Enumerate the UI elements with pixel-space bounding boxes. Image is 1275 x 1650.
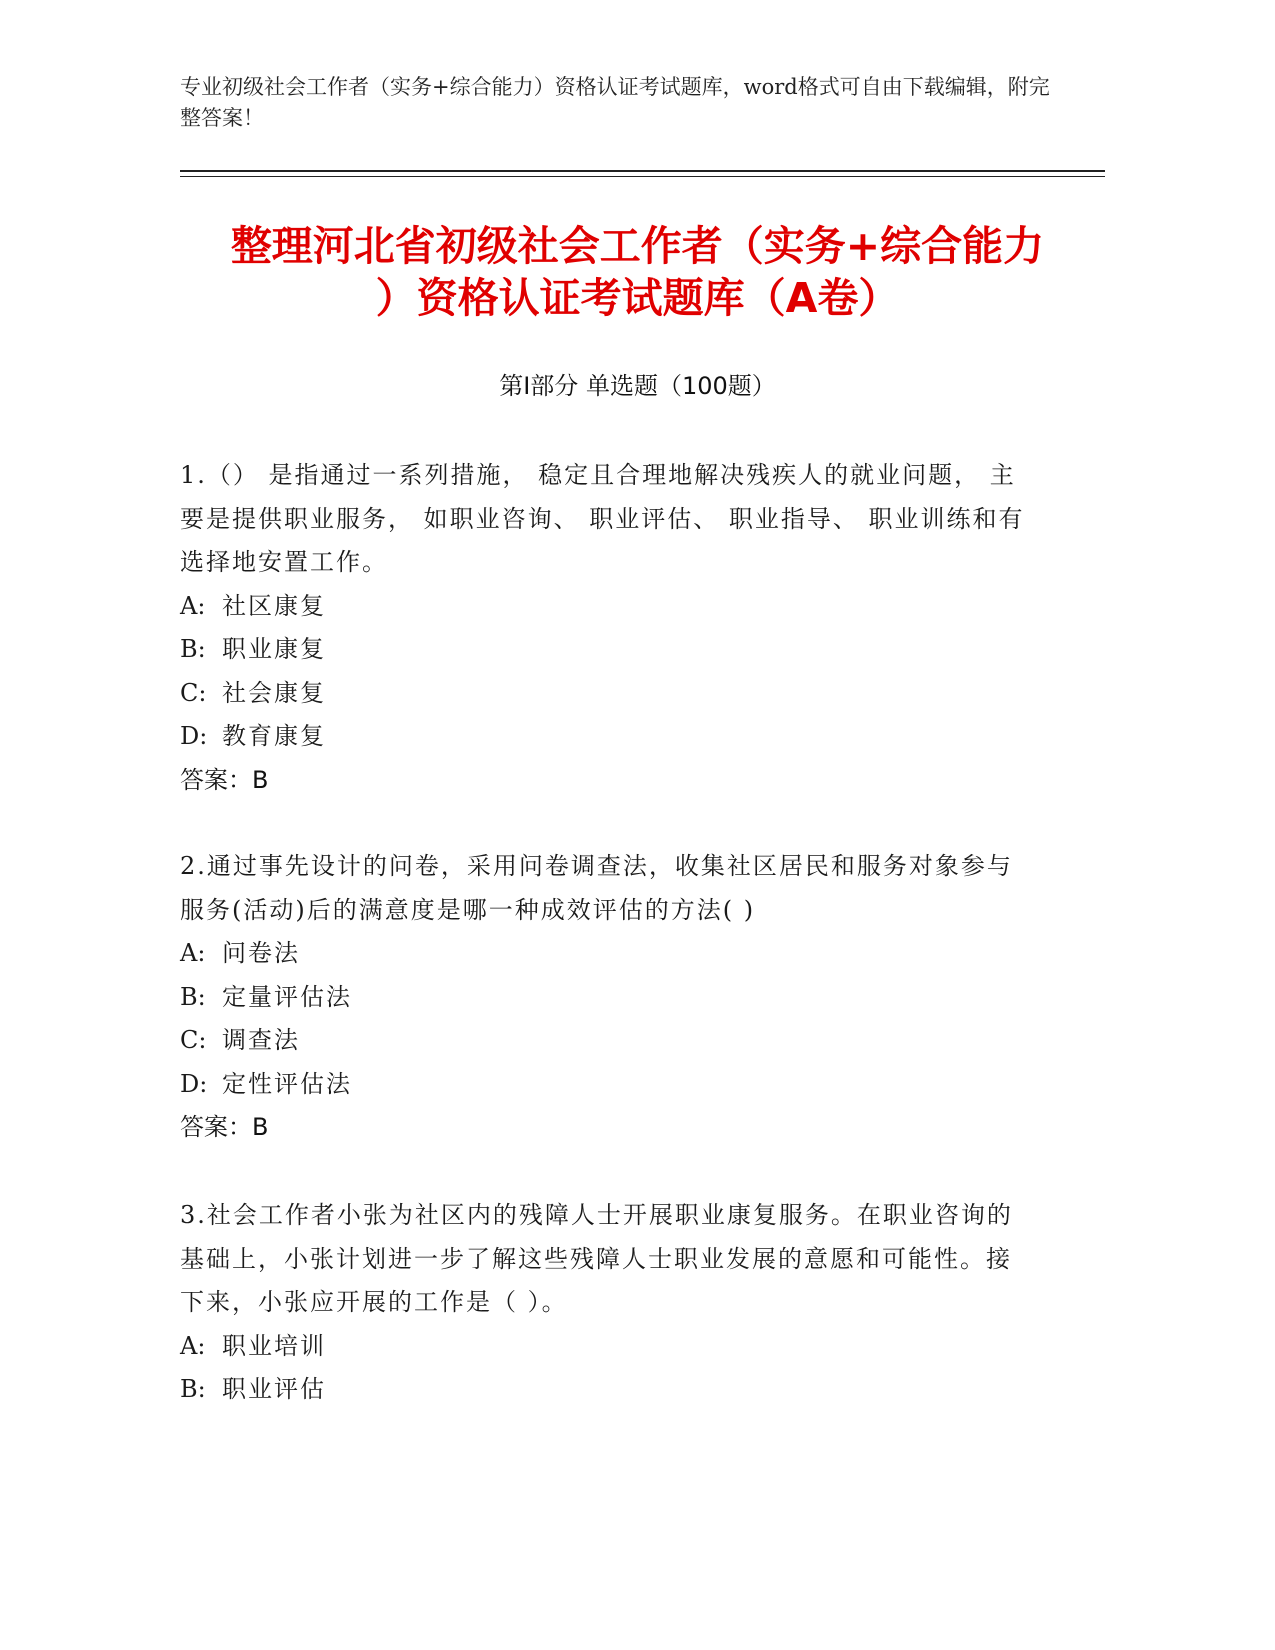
option-text: 职业培训 bbox=[222, 1331, 326, 1360]
option-key: A: bbox=[180, 939, 206, 967]
option-key: B: bbox=[180, 635, 206, 663]
option-b bbox=[180, 628, 1030, 672]
option-key: C: bbox=[180, 1026, 207, 1054]
option-text: 社会康复 bbox=[222, 678, 326, 707]
header-rule-thin bbox=[180, 176, 1105, 177]
question-stem: 1.（） 是指通过一系列措施， 稳定且合理地解决残疾人的就业问题， 主要是提供职业服务， 如职业咨询、 职业评估、 职业指导、 职业训练和有选择地安置工作。 bbox=[180, 461, 1025, 576]
option-a bbox=[180, 1325, 1030, 1369]
header-rule-thick bbox=[180, 170, 1105, 172]
option-text: 定性评估法 bbox=[222, 1069, 352, 1098]
answer-line: 答案：B bbox=[180, 1113, 269, 1141]
document-title bbox=[180, 220, 1095, 324]
option-d bbox=[180, 715, 1030, 759]
option-text: 职业康复 bbox=[222, 635, 326, 663]
option-b bbox=[180, 1368, 1030, 1412]
question-1 bbox=[180, 454, 1030, 802]
option-c bbox=[180, 672, 1030, 716]
option-text: 社区康复 bbox=[222, 591, 326, 620]
title-line-1: 整理河北省初级社会工作者（实务+综合能力 bbox=[230, 222, 1045, 270]
question-3 bbox=[180, 1194, 1030, 1412]
question-stem: 2.通过事先设计的问卷，采用问卷调查法，收集社区居民和服务对象参与服务(活动)后的满意度是哪一种成效评估的方法( ) bbox=[180, 852, 1013, 924]
option-a bbox=[180, 932, 1030, 976]
header-note: 专业初级社会工作者（实务+综合能力）资格认证考试题库，word格式可自由下载编辑，附完整答案！ bbox=[180, 75, 1050, 130]
question-2 bbox=[180, 845, 1030, 1150]
option-a bbox=[180, 585, 1030, 629]
option-text: 职业评估 bbox=[222, 1375, 326, 1403]
option-key: D: bbox=[180, 1069, 208, 1098]
question-stem: 3.社会工作者小张为社区内的残障人士开展职业康复服务。在职业咨询的基础上，小张计划进一步了解这些残障人士职业发展的意愿和可能性。接下来，小张应开展的工作是（ ）。 bbox=[180, 1201, 1013, 1316]
answer-line: 答案：B bbox=[180, 765, 269, 794]
option-key: C: bbox=[180, 678, 207, 707]
option-text: 教育康复 bbox=[222, 722, 326, 750]
option-d bbox=[180, 1063, 1030, 1107]
option-key: B: bbox=[180, 1375, 206, 1403]
option-key: A: bbox=[180, 591, 206, 620]
option-b bbox=[180, 976, 1030, 1020]
title-line-2: ）资格认证考试题库（A卷） bbox=[375, 274, 900, 322]
option-text: 调查法 bbox=[222, 1026, 300, 1054]
option-key: B: bbox=[180, 982, 206, 1011]
option-c bbox=[180, 1019, 1030, 1063]
section-heading: 第I部分 单选题（100题） bbox=[499, 372, 776, 400]
option-text: 问卷法 bbox=[222, 939, 300, 967]
option-text: 定量评估法 bbox=[222, 982, 352, 1011]
option-key: D: bbox=[180, 722, 208, 750]
option-key: A: bbox=[180, 1331, 206, 1360]
